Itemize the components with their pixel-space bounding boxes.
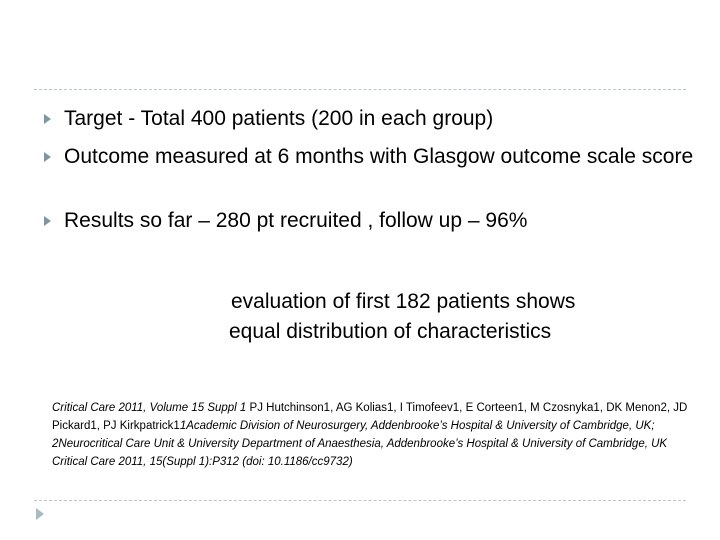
- bullet-text: Target - Total 400 patients (200 in each group): [64, 107, 494, 130]
- bullet-arrow-icon: [44, 114, 51, 124]
- bullet-list: [44, 104, 694, 236]
- bullet-text: Outcome measured at 6 months with Glasgow outcome scale score: [64, 145, 694, 168]
- bullet-arrow-icon: [44, 152, 51, 162]
- citation-journal: Critical Care 2011, Volume 15 Suppl 1: [52, 402, 247, 414]
- top-divider: [34, 89, 686, 90]
- sub-line: evaluation of first 182 patients shows: [231, 290, 576, 313]
- citation-authors: PJ Hutchinson1, AG Kolias1, I Timofeev1, E Corteen1, M Czosnyka1, DK Menon2, JD Pickard1, PJ Kirkpatrick1: [52, 402, 688, 432]
- bullet-arrow-icon: [44, 216, 51, 226]
- bullet-target: [44, 104, 694, 134]
- sub-line: equal distribution of characteristics: [229, 320, 552, 343]
- results-subtext: [231, 287, 575, 347]
- citation: [52, 399, 692, 471]
- bottom-divider: [34, 500, 686, 501]
- bullet-text: Results so far – 280 pt recruited , follow up – 96%: [64, 209, 528, 232]
- bullet-outcome: [44, 142, 694, 172]
- bullet-results: [44, 206, 694, 236]
- corner-arrow-icon: [36, 508, 44, 520]
- citation-affiliations: 1Academic Division of Neurosurgery, Addenbrooke’s Hospital & University of Cambridge, UK; 2Neurocritical Care Unit & University Department of Anaesthesia, Addenbrooke’s Hospital & University of Cambridge, UK Critical Care 2011, 15(Suppl 1):P312 (doi: 10.1186/cc9732): [52, 420, 668, 468]
